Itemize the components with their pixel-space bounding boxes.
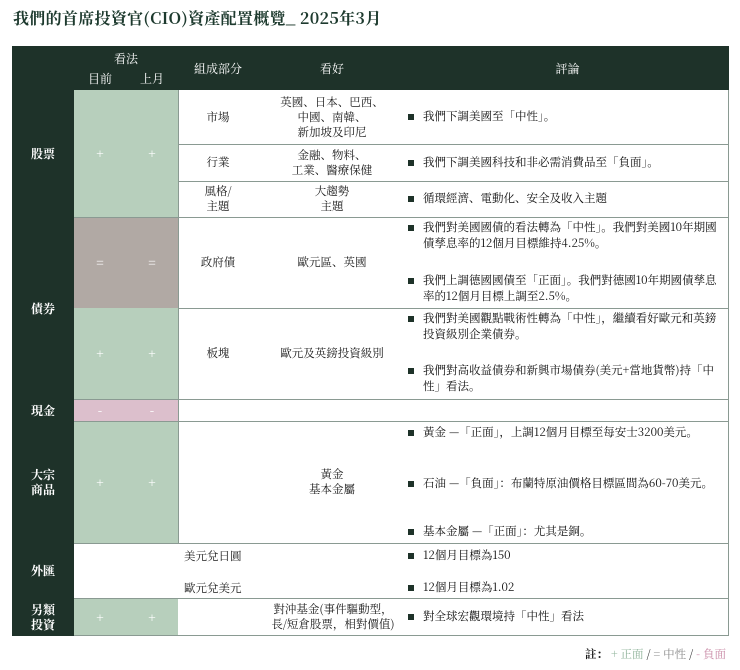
sector-bond-comment-2: 我們對高收益債券和新興市場債券(美元+當地貨幣)持「中性」看法。 (408, 363, 724, 394)
commodities-last-month-signal: + (148, 473, 156, 491)
sector-bond-preference: 歐元及英鎊投資級別 (280, 345, 384, 361)
bullet-icon (408, 430, 414, 436)
commodities-comment-3: 基本金屬 —「正面」：尤其是銅。 (408, 524, 724, 540)
row-divider (74, 399, 729, 400)
govbond-current-signal: = (96, 254, 104, 271)
govbond-preference: 歐元區、英國 (297, 254, 367, 270)
equities-sector-component: 行業 (206, 154, 230, 170)
bullet-icon (408, 481, 414, 487)
column-divider (728, 90, 729, 636)
note-positive: + 正面 (610, 646, 644, 662)
header-last-month: 上月 (139, 69, 164, 87)
header-component: 組成部分 (193, 59, 242, 77)
govbond-last-month-signal: = (148, 254, 156, 271)
bullet-icon (408, 529, 414, 535)
bullet-icon (408, 614, 414, 620)
category-bonds: 債券 (12, 217, 74, 399)
equities-last-month-signal: + (148, 145, 156, 162)
fx-usdjpy-comment: 12個月目標為150 (408, 548, 724, 564)
fx-usdjpy-component: 美元兌日圓 (184, 547, 242, 564)
equities-style-preference: 大趨勢 主題 (314, 183, 350, 214)
sector-bond-component: 板塊 (206, 345, 230, 361)
bullet-icon (408, 160, 414, 166)
equities-market-comment: 我們下調美國至「中性」。 (408, 109, 724, 125)
bullet-icon (408, 278, 414, 284)
column-divider (178, 421, 179, 543)
allocation-table (12, 46, 729, 636)
bullet-icon (408, 196, 414, 202)
fx-eurusd-component: 歐元兌美元 (184, 579, 242, 596)
alternatives-preference: 對沖基金(事件驅動型， 長/短倉股票，相對價值) (271, 601, 395, 632)
page-title: 我們的首席投資官(CIO)資產配置概覽_ 2025年3月 (13, 6, 382, 29)
equities-sector-preference: 金融、物料、 工業、醫療保健 (291, 146, 373, 178)
category-cash: 現金 (12, 399, 74, 421)
note-separator: / (686, 646, 697, 662)
commodities-comment-1: 黃金 —「正面」，上調12個月目標至每安士3200美元。 (408, 425, 724, 441)
equities-style-comment: 循環經濟、電動化、安全及收入主題 (408, 191, 724, 207)
bullet-icon (408, 316, 414, 322)
note-separator: / (643, 646, 654, 662)
equities-style-component: 風格/ 主題 (204, 183, 232, 214)
equities-market-component: 市場 (206, 108, 230, 125)
cash-current-signal: - (97, 401, 103, 419)
row-divider (74, 543, 729, 544)
category-commodities: 大宗 商品 (12, 421, 74, 543)
cash-last-month-signal: - (149, 401, 155, 419)
category-equities: 股票 (12, 90, 74, 217)
govbond-component: 政府債 (200, 254, 236, 270)
sector-bond-comment-1: 我們對美國觀點戰術性轉為「中性」，繼續看好歐元和英鎊投資級別企業債券。 (408, 311, 724, 342)
category-alternatives: 另類 投資 (12, 598, 74, 636)
equities-current-signal: + (96, 145, 104, 162)
fx-eurusd-comment: 12個月目標為1.02 (408, 580, 724, 596)
govbond-comment-2: 我們上調德國國債至「正面」。我們對德國10年期國債孳息率的12個月目標上調至2.5%。 (408, 273, 724, 304)
bullet-icon (408, 553, 414, 559)
note-neutral: = 中性 (653, 646, 687, 662)
sector-bond-last-month-signal: + (148, 345, 156, 362)
commodities-comment-2: 石油 —「負面」：布蘭特原油價格目標區間為60-70美元。 (408, 476, 724, 492)
header-preference: 看好 (319, 59, 344, 77)
commodities-preference: 黃金 基本金屬 (309, 466, 355, 497)
legend-note (585, 646, 726, 662)
category-fx: 外匯 (12, 543, 74, 598)
note-negative: - 負面 (696, 646, 726, 662)
alternatives-comment: 對全球宏觀環境持「中性」看法 (408, 609, 724, 625)
note-prefix: 註： (584, 646, 608, 662)
bullet-icon (408, 585, 414, 591)
equities-sector-comment: 我們下調美國科技和非必需消費品至「負面」。 (408, 155, 724, 171)
sector-bond-current-signal: + (96, 345, 104, 362)
govbond-comment-1: 我們對美國國債的看法轉為「中性」。我們對美國10年期國債孳息率的12個月目標維持4.25%。 (408, 220, 724, 251)
header-comment: 評論 (555, 59, 580, 77)
alternatives-last-month-signal: + (148, 608, 156, 626)
bullet-icon (408, 225, 414, 231)
alternatives-current-signal: + (96, 608, 104, 626)
equities-market-preference: 英國、日本、巴西、 中國、南韓、 新加坡及印尼 (280, 93, 384, 140)
bullet-icon (408, 368, 414, 374)
header-current: 目前 (87, 69, 112, 87)
header-view: 看法 (113, 49, 138, 67)
commodities-current-signal: + (96, 473, 104, 491)
bullet-icon (408, 114, 414, 120)
